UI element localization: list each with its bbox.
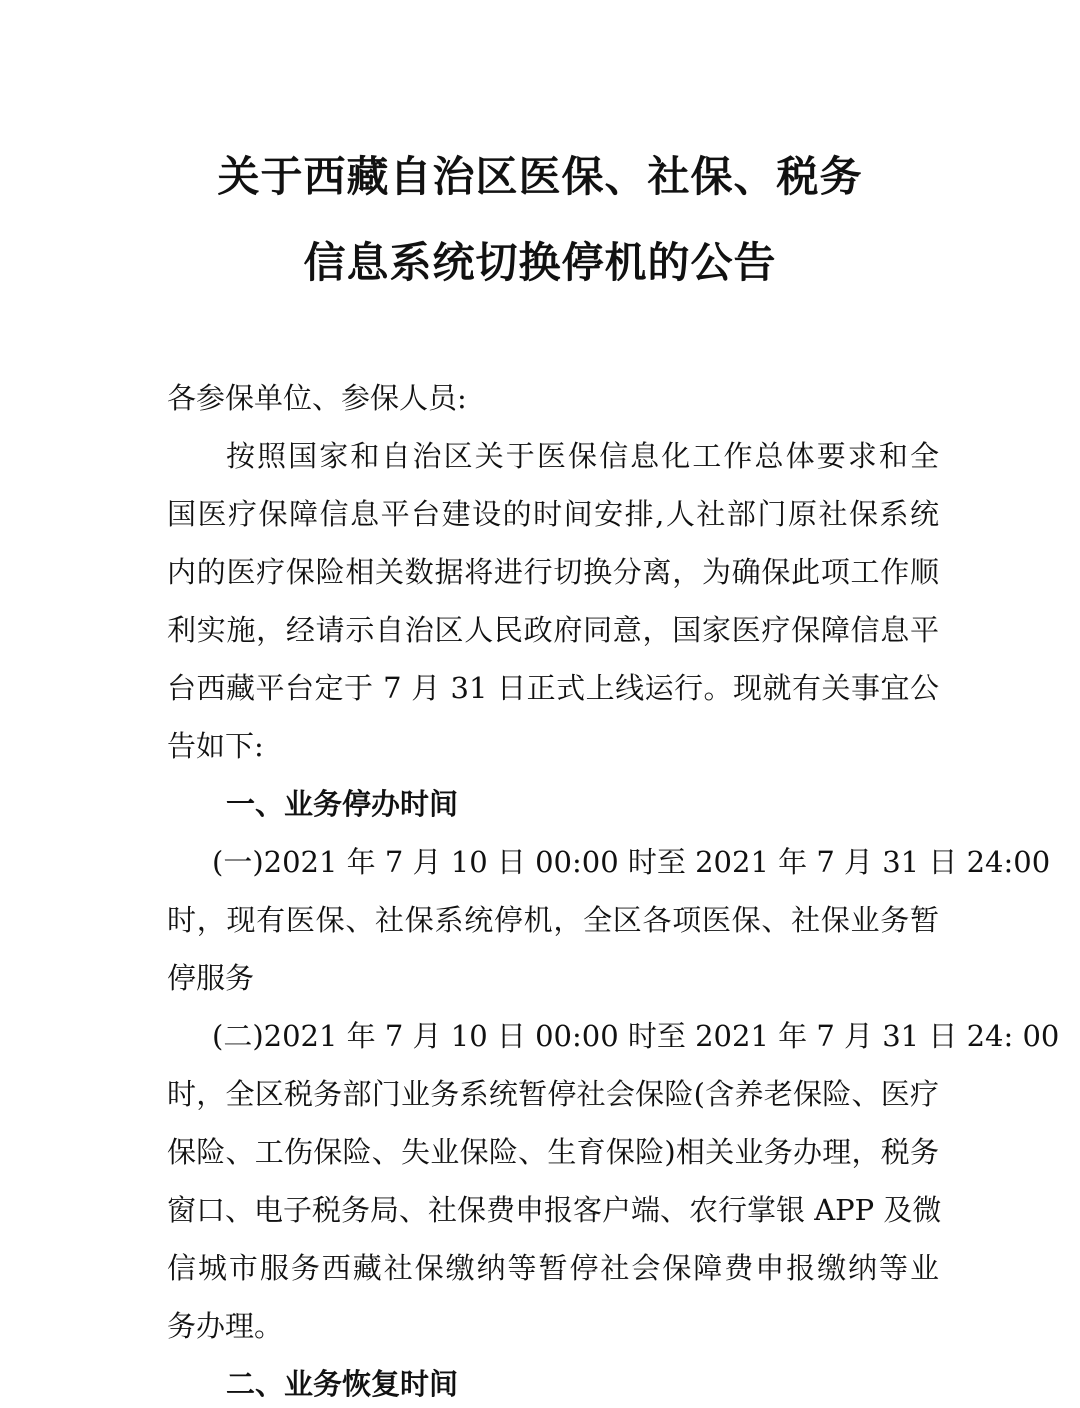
paragraph-line: 信城市服务西藏社保缴纳等暂停社会保障费申报缴纳等业 xyxy=(167,1251,939,1285)
document-title-line-2: 信息系统切换停机的公告 xyxy=(303,238,777,287)
paragraph-line: 利实施，经请示自治区人民政府同意，国家医疗保障信息平 xyxy=(167,613,939,647)
paragraph-line: (一)2021 年 7 月 10 日 00:00 时至 2021 年 7 月 31 日 24:00 xyxy=(212,845,1051,879)
section-heading-1: 一、业务停办时间 xyxy=(226,787,459,821)
paragraph-line: 时，全区税务部门业务系统暂停社会保险(含养老保险、医疗 xyxy=(167,1077,939,1111)
paragraph-line: 保险、工伤保险、失业保险、生育保险)相关业务办理，税务 xyxy=(167,1135,939,1169)
paragraph-line: 告如下: xyxy=(167,729,264,763)
paragraph-line: 内的医疗保险相关数据将进行切换分离，为确保此项工作顺 xyxy=(167,555,939,589)
section-heading-2: 二、业务恢复时间 xyxy=(226,1367,459,1401)
paragraph-line: 停服务 xyxy=(167,961,255,995)
paragraph-line: 窗口、电子税务局、社保费申报客户端、农行掌银 APP 及微 xyxy=(167,1193,942,1227)
paragraph-line: 按照国家和自治区关于医保信息化工作总体要求和全 xyxy=(226,439,939,473)
paragraph-line: (二)2021 年 7 月 10 日 00:00 时至 2021 年 7 月 31 日 24: 00 xyxy=(212,1019,1060,1053)
paragraph-line: 务办理。 xyxy=(167,1309,284,1343)
salutation: 各参保单位、参保人员: xyxy=(167,381,467,415)
paragraph-line: 时，现有医保、社保系统停机，全区各项医保、社保业务暂 xyxy=(167,903,939,937)
document-title-line-1: 关于西藏自治区医保、社保、税务 xyxy=(217,152,863,201)
paragraph-line: 国医疗保障信息平台建设的时间安排,人社部门原社保系统 xyxy=(167,497,939,531)
paragraph-line: 台西藏平台定于 7 月 31 日正式上线运行。现就有关事宜公 xyxy=(167,671,939,705)
